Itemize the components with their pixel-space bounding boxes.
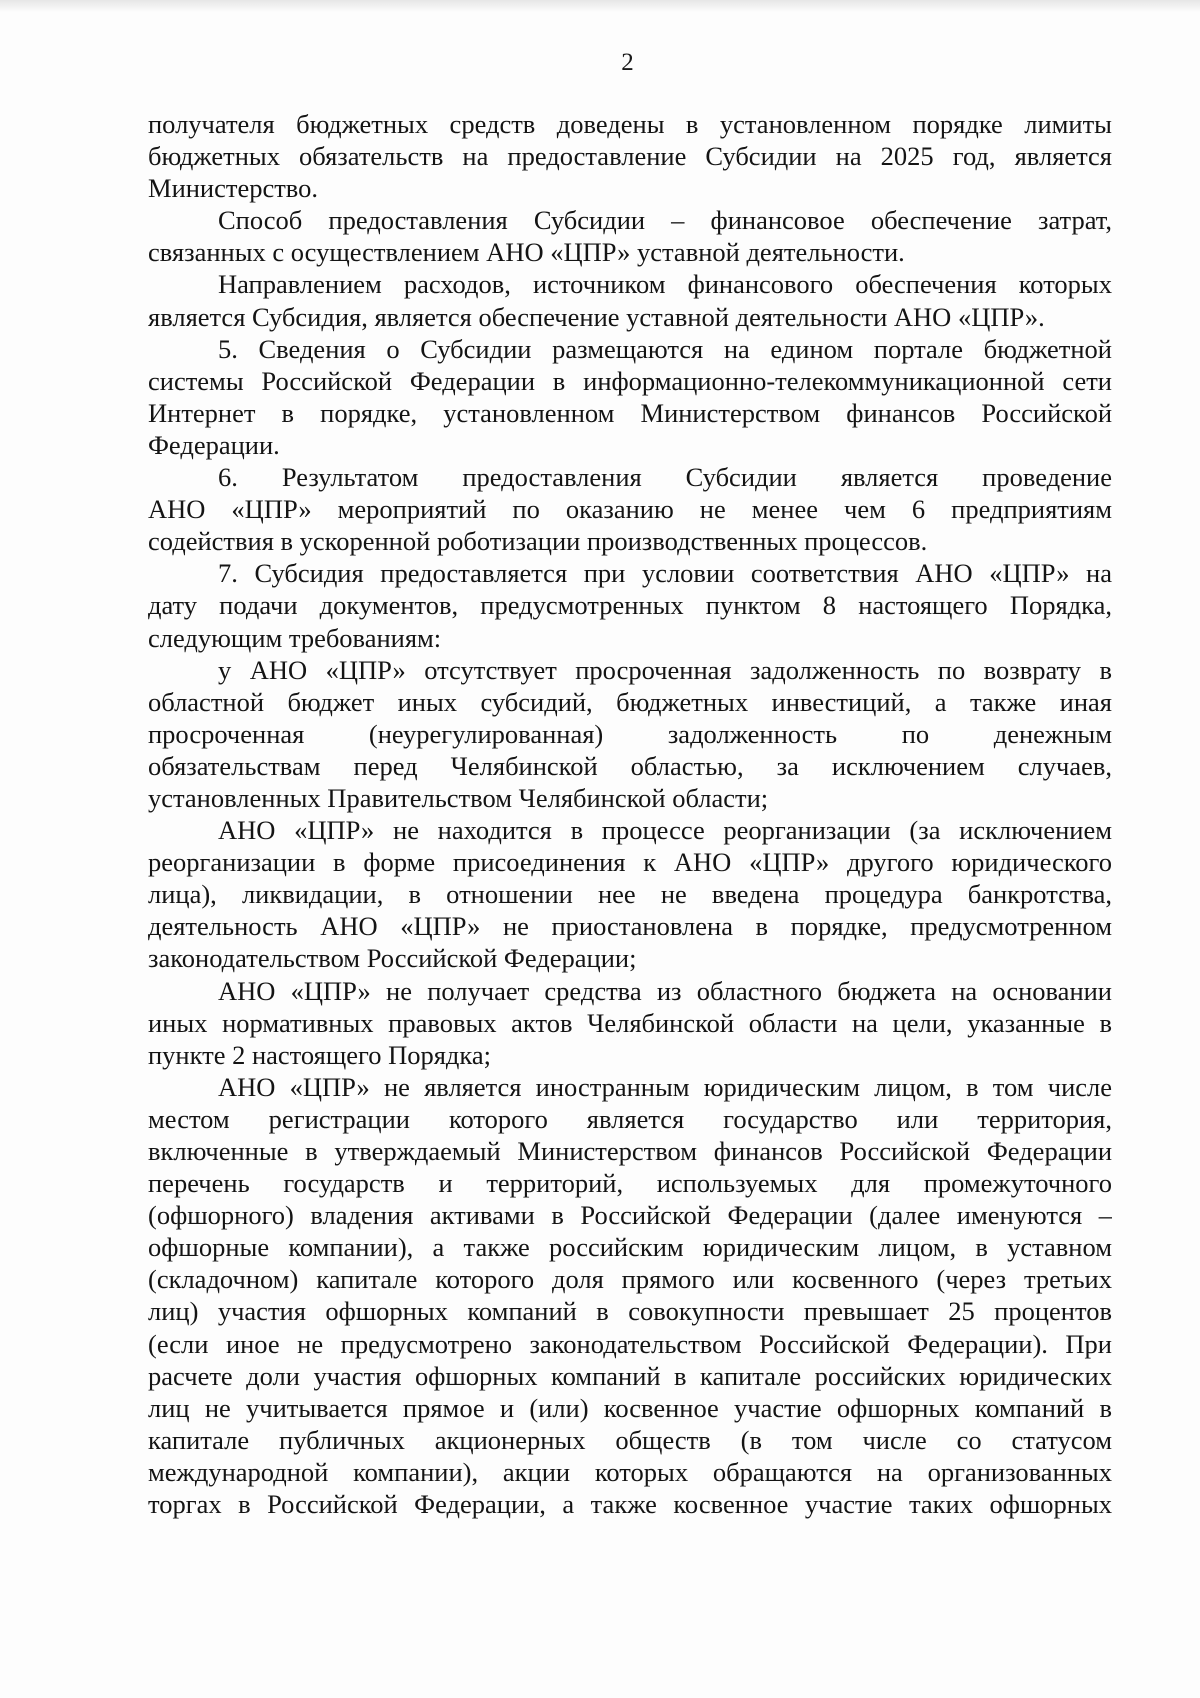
text-line: следующим требованиям: [148,622,442,653]
text-line: Министерство. [148,173,319,204]
scan-edge [0,0,1200,12]
text-line: Интернет в порядке, установленном Министерством финансов Российской [148,397,1112,428]
text-line: лиц) участия офшорных компаний в совокупности превышает 25 процентов [148,1296,1112,1327]
text-line: бюджетных обязательств на предоставление Субсидии на 2025 год, является [148,141,1112,172]
text-line: расчете доли участия офшорных компаний в капитале российских юридических [148,1360,1112,1391]
text-line: у АНО «ЦПР» отсутствует просроченная задолженность по возврату в [218,654,1112,685]
text-line: торгах в Российской Федерации, а также косвенное участие таких офшорных [148,1489,1112,1520]
text-line: АНО «ЦПР» не является иностранным юридическим лицом, в том числе [218,1071,1112,1102]
text-line: пункте 2 настоящего Порядка; [148,1039,492,1070]
text-line: лица), ликвидации, в отношении нее не введена процедура банкротства, [148,879,1112,910]
text-line: перечень государств и территорий, используемых для промежуточного [148,1168,1112,1199]
text-line: дату подачи документов, предусмотренных пунктом 8 настоящего Порядка, [148,590,1112,621]
text-line: установленных Правительством Челябинской области; [148,782,769,813]
text-line: Направлением расходов, источником финансового обеспечения которых [218,269,1112,300]
text-line: Способ предоставления Субсидии – финансовое обеспечение затрат, [218,205,1112,236]
text-line: капитале публичных акционерных обществ (в том числе со статусом [148,1424,1112,1455]
text-line: содействия в ускоренной роботизации производственных процессов. [148,526,928,557]
text-line: является Субсидия, является обеспечение уставной деятельности АНО «ЦПР». [148,301,1045,332]
page-number: 2 [621,49,634,76]
text-line: лиц не учитывается прямое и (или) косвенное участие офшорных компаний в [148,1392,1112,1423]
text-line: АНО «ЦПР» не получает средства из областного бюджета на основании [218,975,1112,1006]
text-line: международной компании), акции которых обращаются на организованных [148,1456,1112,1487]
text-line: 6. Результатом предоставления Субсидии является проведение [218,462,1112,493]
text-line: (если иное не предусмотрено законодательством Российской Федерации). При [148,1328,1112,1359]
document-body [148,108,1112,1520]
text-line: АНО «ЦПР» мероприятий по оказанию не менее чем 6 предприятиям [148,494,1112,525]
text-line: законодательством Российской Федерации; [148,943,637,974]
text-line: реорганизации в форме присоединения к АНО «ЦПР» другого юридического [148,847,1112,878]
text-line: (складочном) капитале которого доля прямого или косвенного (через третьих [148,1264,1112,1295]
text-line: деятельность АНО «ЦПР» не приостановлена в порядке, предусмотренном [148,911,1112,942]
text-line: получателя бюджетных средств доведены в установленном порядке лимиты [148,109,1112,139]
text-line: (офшорного) владения активами в Российской Федерации (далее именуются – [148,1200,1112,1231]
text-line: иных нормативных правовых актов Челябинской области на цели, указанные в [148,1007,1112,1038]
text-line: областной бюджет иных субсидий, бюджетных инвестиций, а также иная [148,686,1112,717]
text-line: включенные в утверждаемый Министерством финансов Российской Федерации [148,1136,1112,1166]
text-line: системы Российской Федерации в информационно-телекоммуникационной сети [148,365,1112,396]
text-line: 5. Сведения о Субсидии размещаются на едином портале бюджетной [218,333,1112,364]
text-line: местом регистрации которого является государство или территория, [148,1103,1112,1134]
text-line: просроченная (неурегулированная) задолженность по денежным [148,718,1112,749]
text-line: обязательствам перед Челябинской областью, за исключением случаев, [148,750,1112,781]
text-line: связанных с осуществлением АНО «ЦПР» уставной деятельности. [148,237,905,268]
text-line: АНО «ЦПР» не находится в процессе реорганизации (за исключением [218,815,1112,846]
text-line: офшорные компании), а также российским юридическим лицом, в уставном [148,1232,1112,1263]
text-line: 7. Субсидия предоставляется при условии соответствия АНО «ЦПР» на [218,558,1112,589]
text-line: Федерации. [148,429,280,460]
